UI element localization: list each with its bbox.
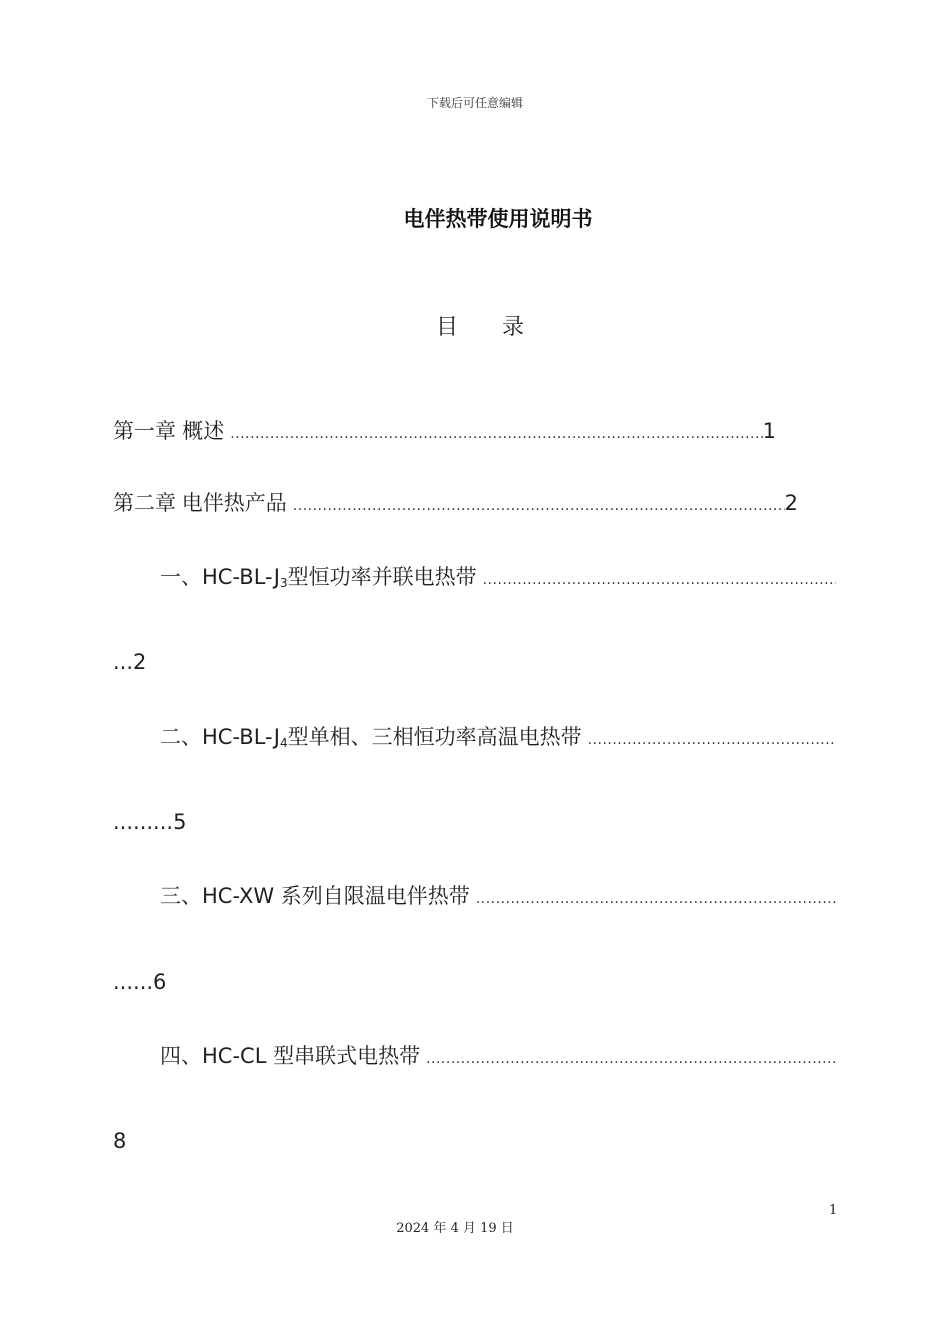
toc-leader-dots [293,492,785,520]
toc-entry-section-2[interactable] [160,723,836,754]
toc-entry-section-3[interactable] [160,882,836,913]
toc-heading [436,310,524,341]
toc-entry-label: 电伴热产品 [181,491,287,515]
page-header: 下载后可任意编辑 [426,96,523,110]
document-title: 电伴热带使用说明书 [403,207,593,231]
toc-entry-chapter-1[interactable] [113,417,776,448]
page-footer-date: 2024 年 4 月 19 日 [396,1221,514,1236]
toc-entry-label: 三、HC-XW 系列自限温电伴热带 [160,884,470,908]
toc-chapter-label: 第二章 [113,491,176,515]
toc-leader-dots [476,885,836,913]
toc-entry-section-4[interactable] [160,1042,836,1073]
toc-entry-label: 二、$HC-BL-J_4$型单相、三相恒功率高温电热带 [160,725,582,750]
toc-entry-label: 四、HC-CL 型串联式电热带 [160,1044,421,1068]
toc-continuation: .........5 [113,810,187,834]
toc-chapter-label: 第一章 [113,419,176,443]
toc-heading-right: 录 [502,315,525,340]
toc-leader-dots [230,420,762,448]
toc-leader-dots [426,1045,836,1073]
toc-entry-label: 概述 [182,419,225,443]
page-number: 1 [829,1203,838,1218]
toc-page-number: 1 [762,419,776,443]
toc-leader-dots [483,566,836,594]
toc-leader-dots [588,726,836,754]
toc-continuation: 8 [113,1129,127,1153]
toc-entry-section-1[interactable] [160,563,836,594]
toc-heading-left: 目 [436,315,459,340]
toc-continuation: ...2 [113,650,147,674]
toc-entry-label: 一、$HC-BL-J_3$型恒功率并联电热带 [160,565,477,590]
toc-page-number: 2 [784,491,798,515]
toc-continuation: ......6 [113,970,167,994]
toc-entry-chapter-2[interactable] [113,489,798,520]
